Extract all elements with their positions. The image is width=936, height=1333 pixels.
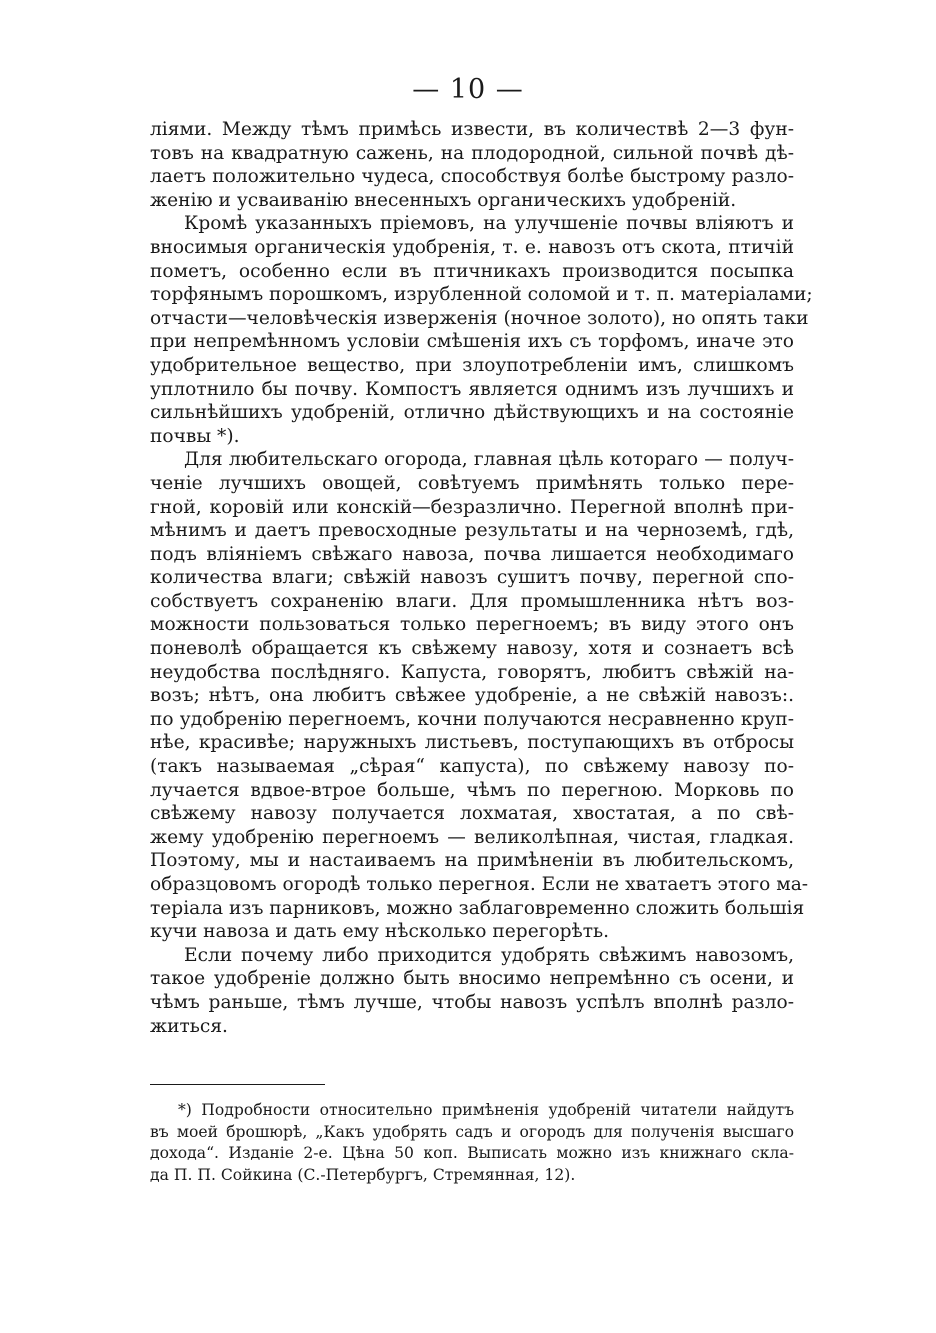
text-line: теріала изъ парниковъ, можно заблаговременно сложить большія bbox=[150, 897, 805, 919]
text-line: жему удобренію перегноемъ — великолѣпная, чистая, гладкая. bbox=[150, 826, 794, 848]
text-line: можности пользоваться только перегноемъ; въ виду этого онъ bbox=[150, 614, 794, 636]
text-line: (такъ называемая „сѣрая“ капуста), по свѣжему навозу по- bbox=[150, 756, 794, 778]
text-line: кучи навоза и дать ему нѣсколько перегорѣть. bbox=[150, 921, 610, 943]
text-line: такое удобреніе должно быть вносимо непремѣнно съ осени, и bbox=[150, 968, 794, 990]
text-line: гной, коровій или конскій—безразлично. Перегной вполнѣ при- bbox=[150, 496, 794, 518]
text-line: Если почему либо приходится удобрять свѣжимъ навозомъ, bbox=[184, 944, 794, 966]
text-line: вносимыя органическія удобренія, т. е. навозъ отъ скота, птичій bbox=[150, 236, 794, 258]
text-line: количества влаги; свѣжій навозъ сушитъ почву, перегной спо- bbox=[150, 567, 794, 589]
text-line: сильнѣйшихъ удобреній, отлично дѣйствующихъ и на состояніе bbox=[150, 402, 794, 424]
text-line: Для любительскаго огорода, главная цѣль котораго — получ- bbox=[184, 449, 794, 471]
text-line: ліями. Между тѣмъ примѣсь извести, въ количествѣ 2—3 фун- bbox=[150, 119, 794, 140]
text-line: Кромѣ указанныхъ пріемовъ, на улучшеніе почвы вліяютъ и bbox=[184, 213, 794, 235]
footnote-line: *) Подробности относительно примѣненія удобреній читатели найдутъ bbox=[178, 1101, 794, 1119]
footnote bbox=[150, 1100, 794, 1186]
text-line: по удобренію перегноемъ, кочни получаются несравненно круп- bbox=[150, 708, 794, 730]
text-line: подъ вліяніемъ свѣжаго навоза, почва лишается необходимаго bbox=[150, 543, 794, 565]
text-line: уплотнило бы почву. Компостъ является однимъ изъ лучшихъ и bbox=[150, 378, 794, 400]
text-line: образцовомъ огородѣ только перегноя. Если не хватаетъ этого ма- bbox=[150, 874, 809, 895]
page-number: — 10 — bbox=[412, 74, 524, 105]
text-line: женію и усваиванію внесенныхъ органическихъ удобреній. bbox=[150, 189, 737, 211]
text-line: товъ на квадратную сажень, на плодородной, сильной почвѣ дѣ- bbox=[150, 142, 794, 164]
text-line: свѣжему навозу получается лохматая, хвостатая, а по свѣ- bbox=[150, 803, 794, 825]
text-line: возъ; нѣтъ, она любитъ свѣжее удобреніе, а не свѣжій навозъ:. bbox=[150, 685, 794, 707]
text-line: торфянымъ порошкомъ, изрубленной соломой и т. п. матеріалами; bbox=[150, 284, 813, 306]
text-line: собствуетъ сохраненію влаги. Для промышленника нѣтъ воз- bbox=[150, 590, 794, 612]
text-line: почвы *). bbox=[150, 425, 240, 447]
footnote-line: да П. П. Сойкина (С.-Петербургъ, Стремянная, 12). bbox=[150, 1165, 576, 1184]
text-line: лучается вдвое-втрое больше, чѣмъ по перегною. Морковь по bbox=[150, 779, 794, 801]
text-line: поневолѣ обращается къ свѣжему навозу, хотя и сознаетъ всѣ bbox=[150, 638, 794, 660]
text-line: житься. bbox=[150, 1015, 228, 1037]
text-line: удобрительное вещество, при злоупотребленіи имъ, слишкомъ bbox=[150, 354, 794, 376]
text-line: нѣе, красивѣе; наружныхъ листьевъ, поступающихъ въ отбросы bbox=[150, 732, 794, 754]
footnote-line: дохода“. Изданіе 2-е. Цѣна 50 коп. Выписать можно изъ книжнаго скла- bbox=[150, 1144, 794, 1163]
text-line: чѣмъ раньше, тѣмъ лучше, чтобы навозъ успѣлъ вполнѣ разло- bbox=[150, 991, 794, 1013]
text-line: ченіе лучшихъ овощей, совѣтуемъ примѣнять только пере- bbox=[150, 472, 794, 494]
footnote-divider bbox=[150, 1084, 325, 1085]
text-line: Поэтому, мы и настаиваемъ на примѣненіи въ любительскомъ, bbox=[150, 850, 794, 872]
text-line: отчасти—человѣческія изверженія (ночное золото), но опять таки bbox=[150, 307, 809, 329]
main-text bbox=[150, 118, 813, 1038]
text-line: неудобства послѣдняго. Капуста, говорятъ, любитъ свѣжій на- bbox=[150, 661, 794, 683]
footnote-line: въ моей брошюрѣ, „Какъ удобрять садъ и огородъ для полученія высшаго bbox=[150, 1122, 794, 1141]
text-line: мѣнимъ и даетъ превосходные результаты и на черноземѣ, гдѣ, bbox=[150, 520, 794, 542]
text-line: пометъ, особенно если въ птичникахъ производится посыпка bbox=[150, 260, 794, 282]
text-line: при непремѣнномъ условіи смѣшенія ихъ съ торфомъ, иначе это bbox=[150, 331, 794, 353]
text-line: лаетъ положительно чудеса, способствуя болѣе быстрому разло- bbox=[150, 166, 794, 188]
